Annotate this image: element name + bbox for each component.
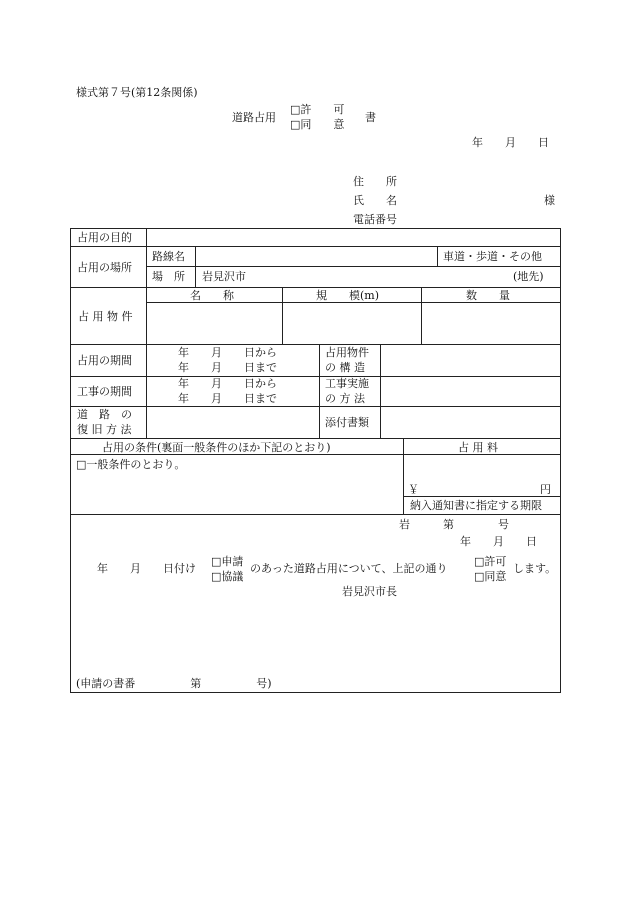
place-suffix: (地先) bbox=[513, 270, 544, 283]
fee-label: 占 用 料 bbox=[458, 441, 498, 454]
restore-label-2: 復 旧 方 法 bbox=[77, 423, 132, 436]
yen-unit: 円 bbox=[540, 483, 551, 496]
purpose-label: 占用の目的 bbox=[77, 231, 132, 244]
approval-number: 岩 第 号 bbox=[399, 518, 509, 531]
opt-consultation: □協議 bbox=[211, 570, 244, 583]
honorific: 様 bbox=[544, 194, 555, 207]
general-condition: □一般条件のとおり。 bbox=[76, 458, 186, 471]
name-label: 氏 名 bbox=[353, 194, 397, 207]
place-label: 場 所 bbox=[152, 270, 185, 283]
period-to: 年 月 日まで bbox=[178, 361, 277, 374]
deadline-label: 納入通知書に指定する期限 bbox=[410, 499, 542, 512]
work-to: 年 月 日まで bbox=[178, 392, 277, 405]
title-option-consent: □同 意 bbox=[290, 118, 345, 131]
structure-label-1: 占用物件 bbox=[325, 346, 369, 359]
address-label: 住 所 bbox=[353, 175, 397, 188]
structure-label-2: の 構 造 bbox=[325, 361, 365, 374]
attach-label: 添付書類 bbox=[325, 416, 369, 429]
work-period-label: 工事の期間 bbox=[77, 385, 132, 398]
work-method-label-2: の 方 法 bbox=[325, 392, 365, 405]
approval-date: 年 月 日 bbox=[460, 535, 537, 548]
route-label: 路線名 bbox=[152, 250, 185, 263]
period-label: 占用の期間 bbox=[77, 354, 132, 367]
mayor-label: 岩見沢市長 bbox=[342, 585, 397, 598]
object-label: 占 用 物 件 bbox=[78, 310, 133, 323]
conditions-label: 占用の条件(裏面一般条件のほか下記のとおり) bbox=[102, 441, 331, 454]
header-date: 年 月 日 bbox=[472, 136, 549, 149]
phone-label: 電話番号 bbox=[353, 213, 397, 226]
approval-body-end: します。 bbox=[513, 562, 557, 575]
road-type: 車道・歩道・その他 bbox=[443, 250, 542, 263]
approval-body: のあった道路占用について、上記の通り bbox=[250, 562, 448, 575]
location-label: 占用の場所 bbox=[77, 261, 132, 274]
opt-application: □申請 bbox=[211, 555, 244, 568]
opt-permit: □許可 bbox=[474, 555, 507, 568]
application-number-footer: (申請の書番 第 号) bbox=[76, 677, 272, 690]
object-col-scale: 規 模(m) bbox=[316, 289, 380, 302]
form-number: 様式第７号(第12条関係) bbox=[76, 86, 198, 99]
restore-label-1: 道 路 の bbox=[77, 408, 132, 421]
title-prefix: 道路占用 bbox=[232, 111, 276, 124]
approval-date-prefix: 年 月 日付け bbox=[97, 562, 196, 575]
title-suffix: 書 bbox=[365, 111, 376, 124]
object-col-name: 名 称 bbox=[190, 289, 234, 302]
work-method-label-1: 工事実施 bbox=[325, 377, 369, 390]
yen-mark: ￥ bbox=[408, 483, 419, 496]
title-option-permit: □許 可 bbox=[290, 103, 345, 116]
work-from: 年 月 日から bbox=[178, 377, 277, 390]
object-col-quantity: 数 量 bbox=[466, 289, 510, 302]
place-value: 岩見沢市 bbox=[202, 270, 246, 283]
opt-consent: □同意 bbox=[474, 570, 507, 583]
period-from: 年 月 日から bbox=[178, 346, 277, 359]
